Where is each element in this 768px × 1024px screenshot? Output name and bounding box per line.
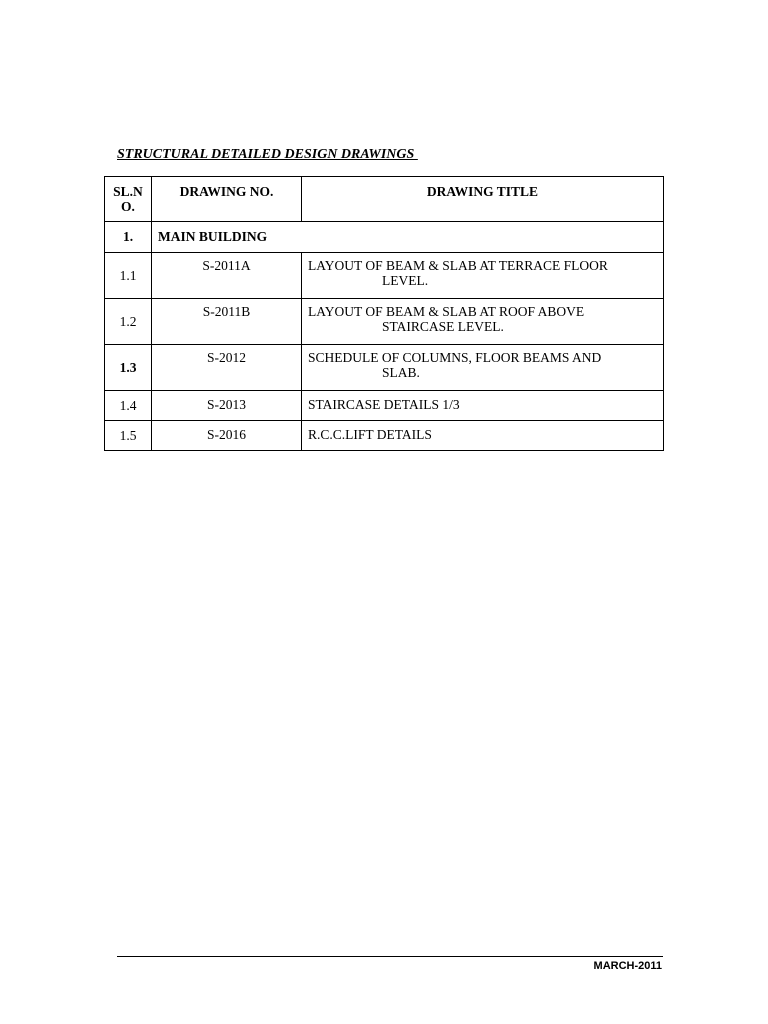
row-sl: 1.2 — [105, 299, 152, 345]
row-drawing-no: S-2011A — [152, 253, 302, 299]
section-label: MAIN BUILDING — [152, 222, 664, 253]
row-sl: 1.3 — [105, 345, 152, 391]
row-drawing-title — [302, 391, 664, 421]
table-row — [105, 391, 664, 421]
document-title: STRUCTURAL DETAILED DESIGN DRAWINGS — [117, 147, 418, 162]
row-drawing-no: S-2013 — [152, 391, 302, 421]
row-drawing-no: S-2011B — [152, 299, 302, 345]
title-line-1: STAIRCASE DETAILS 1/3 — [308, 397, 460, 412]
row-drawing-title — [302, 345, 664, 391]
title-line-1: SCHEDULE OF COLUMNS, FLOOR BEAMS AND — [308, 350, 602, 365]
row-drawing-title — [302, 253, 664, 299]
table-row — [105, 421, 664, 451]
title-line-2: LEVEL. — [382, 273, 429, 288]
row-drawing-no: S-2016 — [152, 421, 302, 451]
section-sl: 1. — [105, 222, 152, 253]
title-line-2: SLAB. — [382, 365, 420, 380]
footer-divider — [117, 956, 663, 957]
row-drawing-title — [302, 421, 664, 451]
row-drawing-no: S-2012 — [152, 345, 302, 391]
drawings-table — [104, 176, 664, 451]
table-header-row — [105, 177, 664, 222]
table-row — [105, 345, 664, 391]
row-drawing-title — [302, 299, 664, 345]
row-sl: 1.4 — [105, 391, 152, 421]
footer-date: MARCH-2011 — [593, 960, 662, 972]
title-line-1: R.C.C.LIFT DETAILS — [308, 427, 432, 442]
section-row-main-building — [105, 222, 664, 253]
header-drawing-no: DRAWING NO. — [152, 177, 302, 222]
row-sl: 1.1 — [105, 253, 152, 299]
title-line-2: STAIRCASE LEVEL. — [382, 319, 504, 334]
row-sl: 1.5 — [105, 421, 152, 451]
title-line-1: LAYOUT OF BEAM & SLAB AT TERRACE FLOOR — [308, 258, 608, 273]
table-row — [105, 253, 664, 299]
header-sl-no: SL.N O. — [105, 177, 152, 222]
title-line-1: LAYOUT OF BEAM & SLAB AT ROOF ABOVE — [308, 304, 585, 319]
header-drawing-title: DRAWING TITLE — [302, 177, 664, 222]
table-row — [105, 299, 664, 345]
